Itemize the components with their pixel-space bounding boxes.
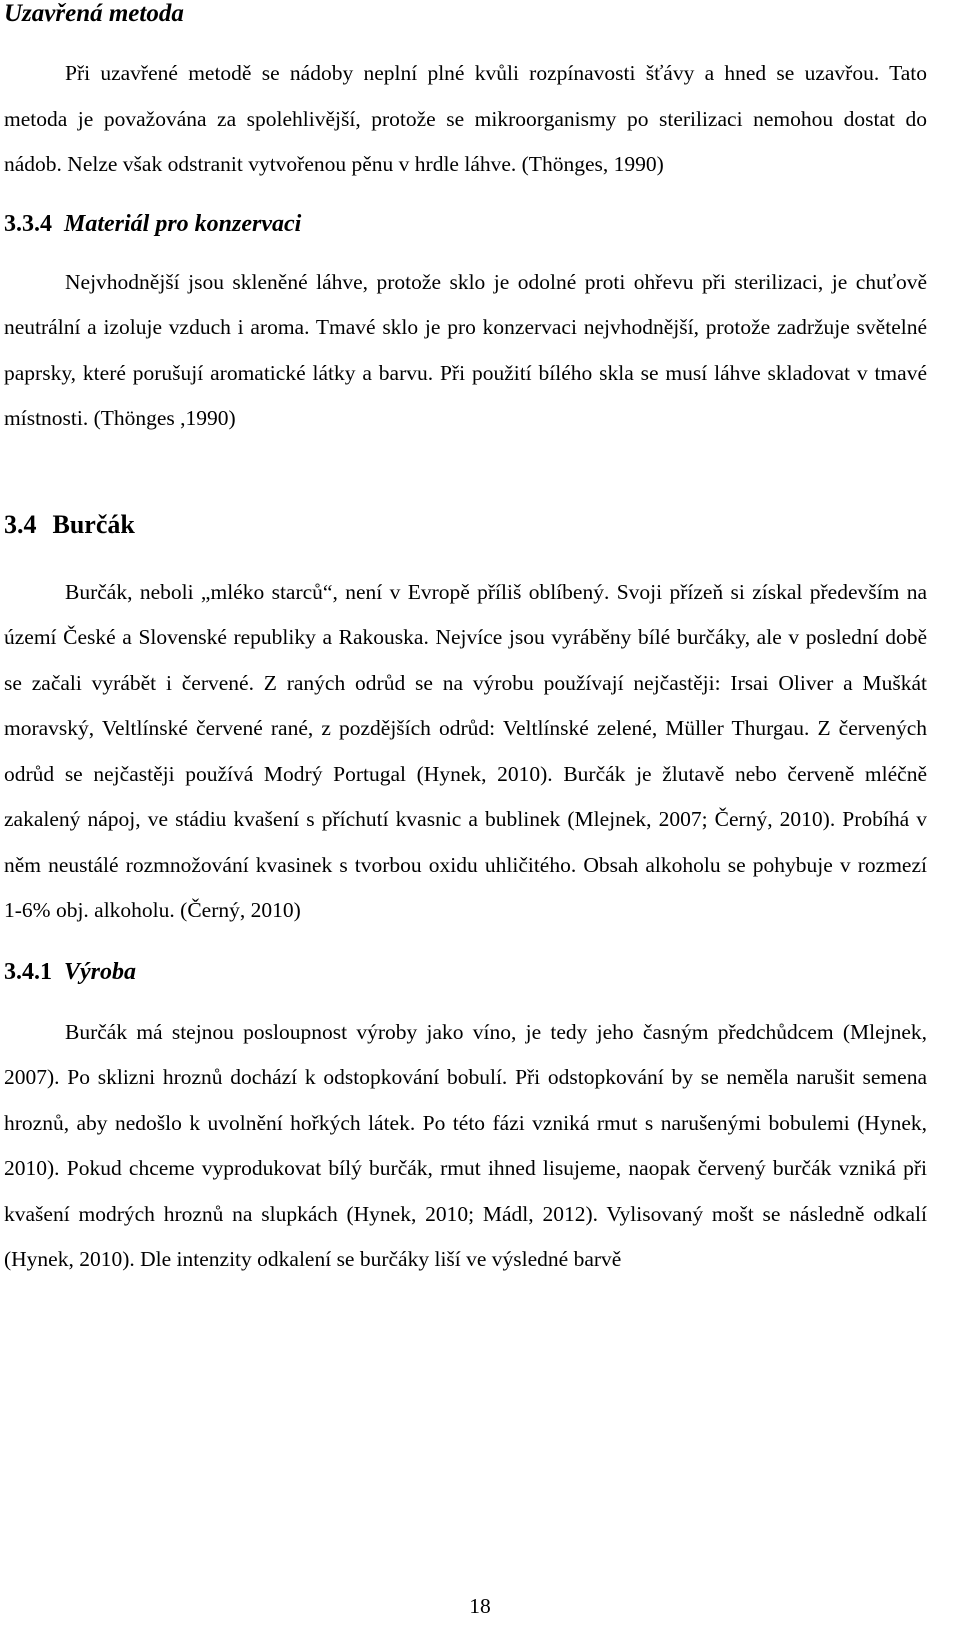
- section-number: 3.4.1: [4, 958, 52, 985]
- document-page: [4, 0, 927, 1283]
- page-number: 18: [469, 1594, 491, 1618]
- paragraph-material: Nejvhodnější jsou skleněné láhve, protože sklo je odolné proti ohřevu při sterilizaci, je chuťově neutrální a izoluje vzduch i aroma. Tmavé sklo je pro konzervaci nejvhodnější, protože zadržuje světelné paprsky, které porušují aromatické látky a barvu. Při použití bílého skla se musí láhve skladovat v tmavé místnosti. (Thönges ,1990): [4, 269, 927, 430]
- section-number: 3.4: [4, 509, 37, 539]
- section-title: Materiál pro konzervaci: [64, 210, 302, 237]
- section-number: 3.3.4: [4, 210, 52, 237]
- paragraph-burcak: Burčák, neboli „mléko starců“, není v Evropě příliš oblíbený. Svoji přízeň si získal především na území České a Slovenské republiky a Rakouska. Nejvíce jsou vyráběny bílé burčáky, ale v poslední době se začali vyrábět i červené. Z raných odrůd se na výrobu používají nejčastěji: Irsai Oliver a Muškát moravský, Veltlínské červené rané, z pozdějších odrůd: Veltlínské zelené, Müller Thurgau. Z červených odrůd se nejčastěji používá Modrý Portugal (Hynek, 2010). Burčák je žlutavě nebo červeně mléčně zakalený nápoj, ve stádiu kvašení s příchutí kvasnic a bublinek (Mlejnek, 2007; Černý, 2010). Probíhá v něm neustálé rozmnožování kvasinek s tvorbou oxidu uhličitého. Obsah alkoholu se pohybuje v rozmezí 1-6% obj. alkoholu. (Černý, 2010): [4, 579, 927, 922]
- heading-production: [4, 958, 927, 986]
- section-title: Výroba: [64, 958, 136, 985]
- paragraph-closed-method: Při uzavřené metodě se nádoby neplní plné kvůli rozpínavosti šťávy a hned se uzavřou. Tato metoda je považována za spolehlivější, protože se mikroorganismy po sterilizaci nemohou dostat do nádob. Nelze však odstranit vytvořenou pěnu v hrdle láhve. (Thönges, 1990): [4, 61, 927, 176]
- heading-closed-method: Uzavřená metoda: [4, 0, 184, 27]
- heading-burcak: [4, 510, 927, 540]
- paragraph-production: Burčák má stejnou posloupnost výroby jako víno, je tedy jeho časným předchůdcem (Mlejnek, 2007). Po sklizni hroznů dochází k odstopkování bobulí. Při odstopkování by se neměla narušit semena hroznů, aby nedošlo k uvolnění hořkých látek. Po této fázi vzniká rmut s narušenými bobulemi (Hynek, 2010). Pokud chceme vyprodukovat bílý burčák, rmut ihned lisujeme, naopak červený burčák vzniká při kvašení modrých hroznů na slupkách (Hynek, 2010; Mádl, 2012). Vylisovaný mošt se následně odkalí (Hynek, 2010). Dle intenzity odkalení se burčáky liší ve výsledné barvě: [4, 1019, 927, 1271]
- heading-material: [4, 210, 927, 238]
- section-title: Burčák: [52, 509, 135, 539]
